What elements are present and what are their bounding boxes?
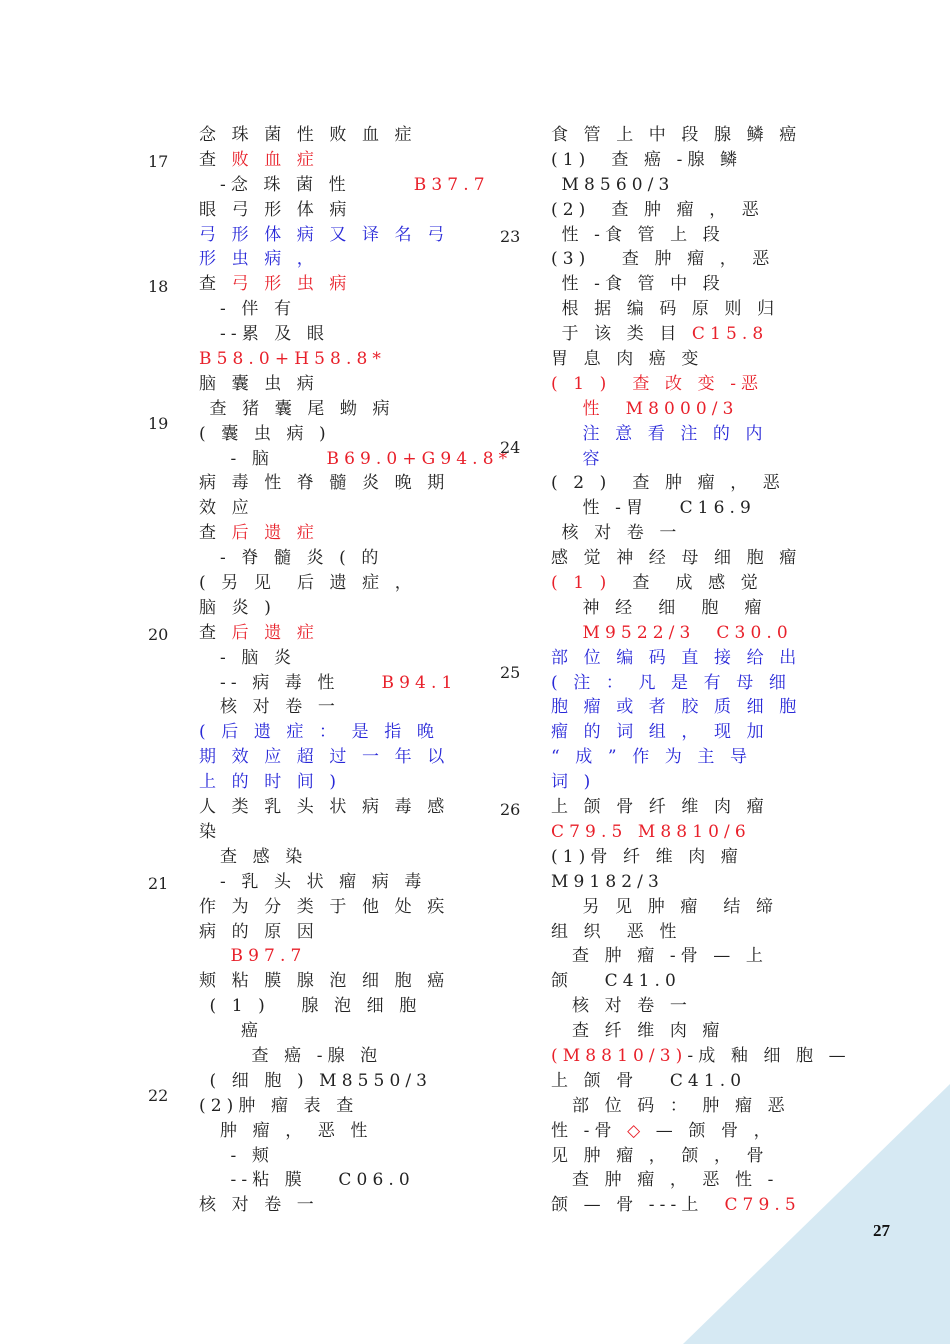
text-segment: (M8810/3) <box>551 1045 688 1066</box>
text-segment: -念 珠 菌 性 <box>199 174 414 195</box>
text-line <box>551 297 821 322</box>
text-segment: 查 癌 -腺 泡 <box>199 1045 383 1066</box>
text-line <box>199 944 489 969</box>
text-segment: 病 的 原 因 <box>199 921 319 942</box>
item-number-21: 21 <box>148 874 169 893</box>
text-segment: 部 位 码 ： 肿 瘤 恶 <box>551 1095 790 1116</box>
text-segment: 性 M8000/3 <box>551 398 739 419</box>
text-line <box>551 496 821 521</box>
text-segment: ( 后 遗 症 ： 是 指 晚 <box>199 722 439 743</box>
text-segment: 上 颌 骨 C41.0 <box>551 1070 747 1091</box>
text-line <box>199 845 489 870</box>
text-line <box>551 347 821 372</box>
text-line <box>551 745 821 770</box>
text-line <box>551 571 821 596</box>
text-segment: C15.8 <box>691 324 769 345</box>
text-line <box>199 397 489 422</box>
text-line <box>199 347 489 372</box>
text-line <box>199 1044 489 1069</box>
text-segment: 查 肿 瘤 ， 恶 性 - <box>551 1170 779 1191</box>
text-segment: 形 虫 病 ， <box>199 249 319 270</box>
text-line <box>551 372 821 397</box>
text-line <box>551 969 821 994</box>
text-line <box>199 1019 489 1044</box>
text-line <box>551 198 821 223</box>
text-segment: B94.1 <box>381 672 458 693</box>
text-segment: 颊 粘 膜 腺 泡 细 胞 癌 <box>199 971 450 992</box>
text-line <box>551 596 821 621</box>
text-segment: M9522/3 C30.0 <box>551 622 793 643</box>
text-line <box>199 148 489 173</box>
text-line <box>551 1119 821 1144</box>
text-line <box>199 920 489 945</box>
text-segment: 脑 囊 虫 病 <box>199 373 319 394</box>
text-line <box>551 646 821 671</box>
text-line <box>199 272 489 297</box>
text-segment: 食 管 上 中 段 腺 鳞 癌 <box>551 125 802 145</box>
item-number-18: 18 <box>148 277 169 296</box>
text-segment <box>199 946 231 966</box>
text-segment: 查 <box>199 274 232 295</box>
text-line <box>551 671 821 696</box>
text-segment: 性 -骨 <box>551 1120 628 1141</box>
page-number: 27 <box>873 1221 890 1240</box>
text-segment: 查 感 染 <box>199 846 308 867</box>
text-line <box>199 496 489 521</box>
text-segment: - 乳 头 状 瘤 病 毒 <box>199 871 427 892</box>
text-line <box>199 745 489 770</box>
text-segment: ( 2 ) 查 肿 瘤 ， 恶 <box>551 473 785 494</box>
text-line <box>199 223 489 248</box>
text-segment: 后 遗 症 <box>231 523 319 544</box>
text-segment: 见 肿 瘤 ， 颌 ， 骨 <box>551 1145 769 1166</box>
text-segment: 颌 — 骨 ---上 <box>551 1195 725 1216</box>
text-line <box>199 1193 489 1218</box>
text-segment: “ 成 ” 作 为 主 导 <box>551 747 753 768</box>
text-segment: ( 囊 虫 病 ) <box>199 423 331 444</box>
text-segment: (1)骨 纤 维 肉 瘤 <box>551 846 743 867</box>
text-segment: 查 <box>199 523 232 544</box>
item-number-24: 24 <box>500 438 521 457</box>
text-line <box>199 695 489 720</box>
text-line <box>551 123 821 148</box>
text-line <box>551 870 821 895</box>
text-line <box>551 397 821 422</box>
text-line <box>199 969 489 994</box>
text-segment: — 颌 骨 ， <box>645 1120 776 1141</box>
text-line <box>199 795 489 820</box>
text-segment: B58.0+H58.8* <box>199 349 386 370</box>
text-segment: 核 对 卷 一 <box>199 1195 319 1216</box>
text-line <box>551 920 821 945</box>
text-segment: 另 见 肿 瘤 结 缔 <box>551 896 779 917</box>
text-segment: --累 及 眼 <box>199 324 330 345</box>
text-segment: 颌 C41.0 <box>551 971 681 992</box>
text-line <box>551 148 821 173</box>
text-segment: 败 血 症 <box>231 149 319 170</box>
text-segment: M8560/3 <box>551 174 675 195</box>
text-line <box>199 646 489 671</box>
text-segment: B97.7 <box>230 946 307 967</box>
text-segment: 查 纤 维 肉 瘤 <box>551 1021 725 1042</box>
text-line <box>199 870 489 895</box>
text-segment: 性 -食 管 中 段 <box>551 274 725 295</box>
text-line <box>199 1069 489 1094</box>
text-segment: - 脑 <box>199 448 327 469</box>
text-segment: 念 珠 菌 性 败 血 症 <box>199 125 417 145</box>
text-segment: 核 对 卷 一 <box>551 523 682 544</box>
text-segment: 弓 形 体 病 又 译 名 弓 <box>199 224 450 245</box>
text-line <box>551 471 821 496</box>
text-segment: 查 肿 瘤 -骨 — 上 <box>551 946 768 967</box>
text-line <box>199 621 489 646</box>
text-segment: (3) 查 肿 瘤 ， 恶 <box>551 249 775 270</box>
text-segment: 性 -胃 C16.9 <box>551 498 756 519</box>
text-line <box>551 820 821 845</box>
text-line <box>199 198 489 223</box>
text-segment: 核 对 卷 一 <box>551 996 692 1017</box>
text-segment: 注 意 看 注 的 内 <box>551 423 768 444</box>
text-line <box>199 247 489 272</box>
text-segment: (2) 查 肿 瘤 ， 恶 <box>551 199 764 220</box>
text-line <box>551 447 821 472</box>
text-line <box>199 571 489 596</box>
text-line <box>199 1168 489 1193</box>
text-segment: - 颊 <box>199 1145 274 1166</box>
text-segment: 效 应 <box>199 498 254 519</box>
text-line <box>551 994 821 1019</box>
text-segment: - 伴 有 <box>199 299 297 320</box>
text-segment: 作 为 分 类 于 他 处 疾 <box>199 896 450 917</box>
text-segment: 期 效 应 超 过 一 年 以 <box>199 747 450 768</box>
text-line <box>551 770 821 795</box>
text-segment: ( 注 ： 凡 是 有 母 细 <box>551 672 791 693</box>
text-segment: 癌 <box>199 1021 264 1042</box>
text-line <box>551 695 821 720</box>
text-segment: (2)肿 瘤 表 查 <box>199 1095 359 1116</box>
text-line <box>199 994 489 1019</box>
text-line <box>551 795 821 820</box>
text-segment: 查 猪 囊 尾 蚴 病 <box>199 398 395 419</box>
text-segment: 查 <box>199 622 232 643</box>
text-segment: 脑 炎 ) <box>199 597 276 618</box>
right-text-column <box>551 123 851 1218</box>
text-line <box>199 297 489 322</box>
text-segment: M9182/3 <box>551 871 664 892</box>
text-line <box>199 322 489 347</box>
text-segment: ( 1 ) 腺 泡 细 胞 <box>199 996 422 1017</box>
text-line <box>551 1069 821 1094</box>
text-line <box>199 173 489 198</box>
text-line <box>551 720 821 745</box>
text-line <box>551 1193 821 1218</box>
text-line <box>199 820 489 845</box>
text-line <box>551 322 821 347</box>
text-line <box>199 720 489 745</box>
text-line <box>199 671 489 696</box>
text-segment: B69.0+G94.8* <box>326 448 513 469</box>
text-segment: 部 位 编 码 直 接 给 出 <box>551 647 802 668</box>
text-line <box>199 770 489 795</box>
text-segment: C79.5 <box>724 1195 801 1216</box>
text-segment: - 脑 炎 <box>199 647 297 668</box>
text-segment: 瘤 的 词 组 ， 现 加 <box>551 722 769 743</box>
text-line <box>199 1119 489 1144</box>
text-segment: 性 -食 管 上 段 <box>551 224 725 245</box>
text-segment: 后 遗 症 <box>231 622 319 643</box>
text-line <box>551 546 821 571</box>
text-segment: 胃 息 肉 癌 变 <box>551 349 704 370</box>
text-segment: 于 该 类 目 <box>551 324 692 345</box>
text-segment: -成 釉 细 胞 — <box>687 1045 851 1066</box>
text-line <box>199 447 513 472</box>
text-segment: 查 成 感 觉 <box>621 573 763 594</box>
text-segment: 眼 弓 形 体 病 <box>199 199 352 220</box>
text-line <box>551 1019 821 1044</box>
text-segment: 上 的 时 间 ) <box>199 772 342 793</box>
text-segment: 病 毒 性 脊 髓 炎 晚 期 <box>199 473 450 494</box>
text-line <box>199 596 489 621</box>
text-line <box>199 895 489 920</box>
text-line <box>199 123 489 148</box>
item-number-20: 20 <box>148 625 169 644</box>
item-number-23: 23 <box>500 227 521 246</box>
item-number-26: 26 <box>500 800 521 819</box>
text-line <box>551 1094 821 1119</box>
text-segment: 人 类 乳 头 状 病 毒 感 <box>199 797 450 818</box>
text-line <box>551 173 821 198</box>
text-segment: 根 据 编 码 原 则 归 <box>551 299 780 320</box>
text-line <box>551 422 821 447</box>
text-segment: 胞 瘤 或 者 胶 质 细 胞 <box>551 697 802 718</box>
text-segment: 染 <box>199 821 222 842</box>
text-segment: --粘 膜 C06.0 <box>199 1170 415 1191</box>
text-line <box>551 944 821 969</box>
text-segment: 核 对 卷 一 <box>199 697 340 718</box>
text-segment: 词 ) <box>551 772 596 793</box>
text-line <box>551 895 821 920</box>
text-line <box>551 1044 851 1069</box>
text-line <box>551 845 821 870</box>
text-line <box>199 372 489 397</box>
text-segment: 上 颌 骨 纤 维 肉 瘤 <box>551 797 769 818</box>
text-line <box>199 521 489 546</box>
text-segment: 容 <box>551 448 605 469</box>
text-line <box>551 1144 821 1169</box>
text-segment: 查 <box>199 149 232 170</box>
text-line <box>199 1144 489 1169</box>
item-number-17: 17 <box>148 152 169 171</box>
text-line <box>551 223 821 248</box>
text-segment: 弓 形 虫 病 <box>231 274 352 295</box>
text-segment: C79.5 M8810/6 <box>551 821 751 842</box>
text-segment: ( 1 ) <box>551 573 622 594</box>
item-number-19: 19 <box>148 414 169 433</box>
text-line <box>199 422 489 447</box>
text-line <box>551 272 821 297</box>
text-line <box>551 521 821 546</box>
text-line <box>199 546 489 571</box>
text-segment: 组 织 恶 性 <box>551 921 682 942</box>
text-line <box>199 1094 489 1119</box>
item-number-22: 22 <box>148 1086 169 1105</box>
item-number-25: 25 <box>500 663 521 682</box>
text-segment: ( 1 ) 查 改 变 -恶 <box>551 373 764 394</box>
text-segment: B37.7 <box>413 174 490 195</box>
text-segment: (1) 查 癌 -腺 鳞 <box>551 149 743 170</box>
text-line <box>551 621 821 646</box>
text-segment: 神 经 细 胞 瘤 <box>551 597 767 618</box>
text-segment: 肿 瘤 ， 恶 性 <box>199 1120 373 1141</box>
text-line <box>551 247 821 272</box>
text-segment: ( 另 见 后 遗 症 ， <box>199 573 417 594</box>
text-line <box>551 1168 821 1193</box>
text-segment: ( 细 胞 ) M8550/3 <box>199 1070 433 1091</box>
text-line <box>199 471 489 496</box>
text-segment: - 脊 髓 炎 ( 的 <box>199 548 384 569</box>
text-segment: -- 病 毒 性 <box>199 672 382 693</box>
text-segment: ◇ <box>627 1120 646 1141</box>
text-segment: 感 觉 神 经 母 细 胞 瘤 <box>551 548 802 569</box>
